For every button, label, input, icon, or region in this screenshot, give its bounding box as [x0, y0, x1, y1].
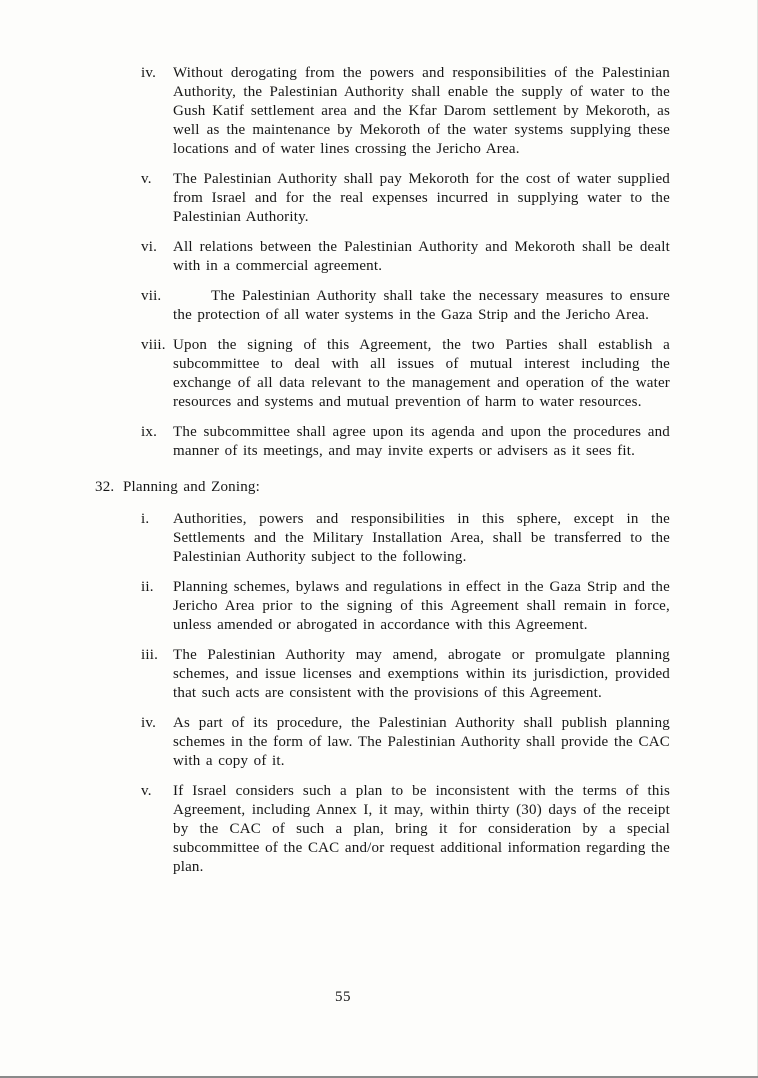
list-item	[141, 423, 670, 461]
item-marker: ii.	[141, 579, 154, 595]
item-text: All relations between the Palestinian Authority and Mekoroth shall be dealt with in a commercial agreement.	[173, 239, 670, 274]
item-text: Upon the signing of this Agreement, the two Parties shall establish a subcommittee to deal with all issues of mutual interest including the exchange of all data relevant to the management and operation of the water resources and systems and mutual prevention of harm to water resources.	[173, 337, 670, 410]
list-item	[141, 646, 670, 703]
list-item	[141, 336, 670, 412]
planning-items-list	[95, 510, 670, 877]
page-content	[95, 64, 670, 888]
item-marker: v.	[141, 171, 152, 187]
item-marker: iv.	[141, 715, 157, 731]
list-item	[141, 64, 670, 159]
list-item	[141, 714, 670, 771]
list-item	[141, 238, 670, 276]
item-marker: ix.	[141, 424, 158, 440]
item-text: The Palestinian Authority shall pay Mekoroth for the cost of water supplied from Israel and for the real expenses incurred in supplying water to the Palestinian Authority.	[173, 171, 670, 225]
list-item	[141, 782, 670, 877]
item-marker: iv.	[141, 65, 157, 81]
item-marker: i.	[141, 511, 150, 527]
item-text: Authorities, powers and responsibilities in this sphere, except in the Settlements and the Military Installation Area, shall be transferred to the Palestinian Authority subject to the following.	[173, 511, 670, 565]
list-item	[141, 578, 670, 635]
item-marker: viii.	[141, 337, 166, 353]
item-text: The Palestinian Authority may amend, abrogate or promulgate planning schemes, and issue licenses and exemptions within its jurisdiction, provided that such acts are consistent with the provisions of this Agreement.	[173, 647, 670, 701]
item-text: Planning schemes, bylaws and regulations in effect in the Gaza Strip and the Jericho Area prior to the signing of this Agreement shall remain in force, unless amended or abrogated in accordance with this Agreement.	[173, 579, 670, 633]
item-marker: v.	[141, 783, 152, 799]
list-item	[141, 287, 670, 325]
water-items-list	[95, 64, 670, 461]
section-number: 32.	[95, 479, 115, 495]
item-text: Without derogating from the powers and responsibilities of the Palestinian Authority, the Palestinian Authority shall enable the supply of water to the Gush Katif settlement area and the Kfar Darom settlement by Mekoroth, as well as the maintenance by Mekoroth of the water systems supplying these locations and of water lines crossing the Jericho Area.	[173, 65, 670, 157]
page-number: 55	[335, 989, 351, 1005]
item-marker: iii.	[141, 647, 159, 663]
list-item	[141, 170, 670, 227]
item-text: If Israel considers such a plan to be inconsistent with the terms of this Agreement, including Annex I, it may, within thirty (30) days of the receipt by the CAC of such a plan, bring it for consideration by a special subcommittee of the CAC and/or request additional information regarding the plan.	[173, 783, 670, 875]
section-heading	[95, 478, 670, 497]
list-item	[141, 510, 670, 567]
item-text: The Palestinian Authority shall take the necessary measures to ensure the protection of all water systems in the Gaza Strip and the Jericho Area.	[173, 288, 670, 323]
item-marker: vii.	[141, 288, 162, 304]
item-text: As part of its procedure, the Palestinian Authority shall publish planning schemes in the form of law. The Palestinian Authority shall provide the CAC with a copy of it.	[173, 715, 670, 769]
item-text: The subcommittee shall agree upon its agenda and upon the procedures and manner of its meetings, and may invite experts or advisers as it sees fit.	[173, 424, 670, 459]
section-title: Planning and Zoning:	[123, 479, 260, 495]
item-marker: vi.	[141, 239, 158, 255]
